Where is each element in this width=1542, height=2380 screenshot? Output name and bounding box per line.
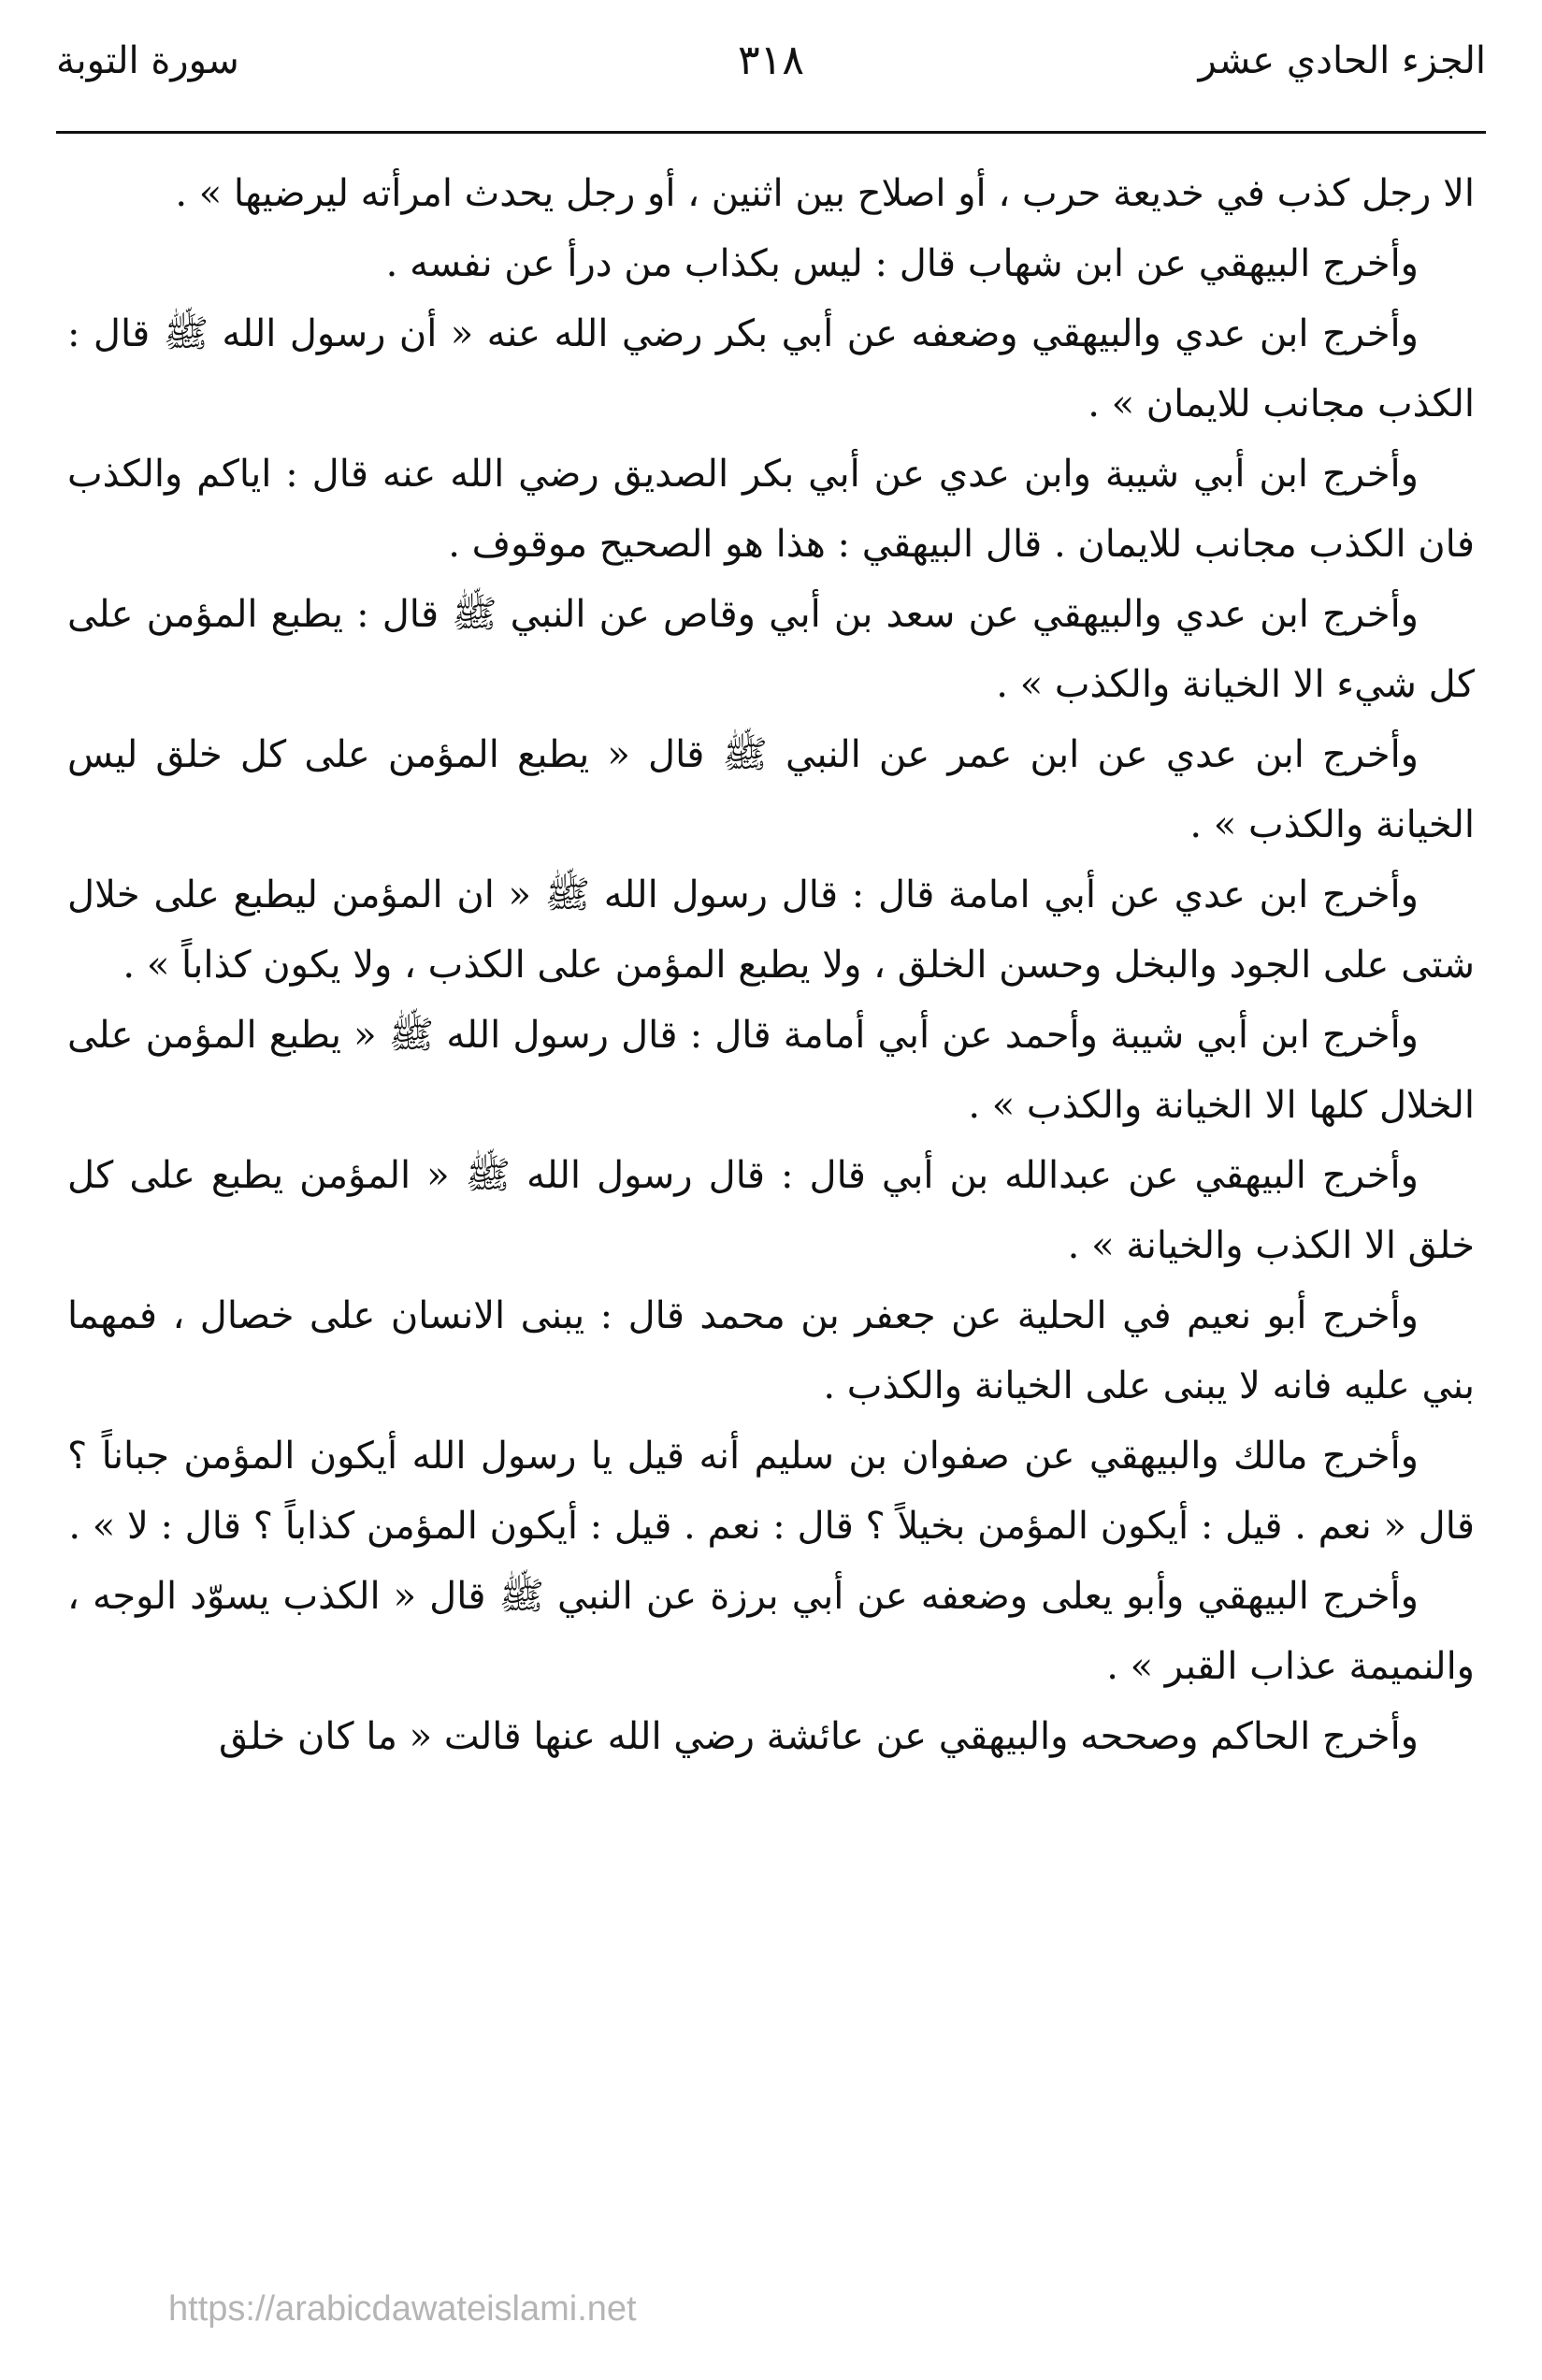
page-header xyxy=(56,28,1486,103)
page-number: ٣١٨ xyxy=(738,36,804,84)
paragraph: وأخرج ابن أبي شيبة وأحمد عن أبي أمامة قال : قال رسول الله ﷺ « يطبع المؤمن على الخلال كلها الا الخيانة والكذب » . xyxy=(67,1014,1475,1127)
paragraph: وأخرج ابن عدي عن ابن عمر عن النبي ﷺ قال « يطبع المؤمن على كل خلق ليس الخيانة والكذب » . xyxy=(67,733,1475,846)
watermark-url: https://arabicdawateislami.net xyxy=(168,2289,637,2329)
paragraph: وأخرج ابن أبي شيبة وابن عدي عن أبي بكر الصديق رضي الله عنه قال : اياكم والكذب فان الكذب مجانب للايمان . قال البيهقي : هذا هو الصحيح موقوف . xyxy=(67,453,1475,566)
surah-title: سورة التوبة xyxy=(56,39,239,82)
paragraph: وأخرج أبو نعيم في الحلية عن جعفر بن محمد قال : يبنى الانسان على خصال ، فمهما بني عليه فانه لا يبنى على الخيانة والكذب . xyxy=(67,1294,1475,1407)
paragraph: الا رجل كذب في خديعة حرب ، أو اصلاح بين اثنين ، أو رجل يحدث امرأته ليرضيها » . xyxy=(175,172,1475,215)
paragraph: وأخرج ابن عدي والبيهقي وضعفه عن أبي بكر رضي الله عنه « أن رسول الله ﷺ قال : الكذب مجانب للايمان » . xyxy=(67,312,1475,426)
page-body xyxy=(67,159,1475,1772)
paragraph: وأخرج ابن عدي والبيهقي عن سعد بن أبي وقاص عن النبي ﷺ قال : يطبع المؤمن على كل شيء الا الخيانة والكذب » . xyxy=(67,593,1475,706)
paragraph: وأخرج مالك والبيهقي عن صفوان بن سليم أنه قيل يا رسول الله أيكون المؤمن جباناً ؟ قال « نعم . قيل : أيكون المؤمن بخيلاً ؟ قال : نعم . قيل : أيكون المؤمن كذاباً ؟ قال : لا » . xyxy=(67,1435,1475,1548)
paragraph: وأخرج البيهقي عن عبدالله بن أبي قال : قال رسول الله ﷺ « المؤمن يطبع على كل خلق الا الكذب والخيانة » . xyxy=(67,1154,1475,1267)
part-title: الجزء الحادي عشر xyxy=(1198,39,1486,82)
paragraph: وأخرج ابن عدي عن أبي امامة قال : قال رسول الله ﷺ « ان المؤمن ليطبع على خلال شتى على الجود والبخل وحسن الخلق ، ولا يطبع المؤمن على الكذب ، ولا يكون كذاباً » . xyxy=(67,873,1475,987)
header-divider xyxy=(56,131,1486,134)
paragraph: وأخرج الحاكم وصححه والبيهقي عن عائشة رضي الله عنها قالت « ما كان خلق xyxy=(218,1715,1419,1758)
paragraph: وأخرج البيهقي وأبو يعلى وضعفه عن أبي برزة عن النبي ﷺ قال « الكذب يسوّد الوجه ، والنميمة عذاب القبر » . xyxy=(67,1575,1475,1688)
paragraph: وأخرج البيهقي عن ابن شهاب قال : ليس بكذاب من درأ عن نفسه . xyxy=(385,242,1419,285)
